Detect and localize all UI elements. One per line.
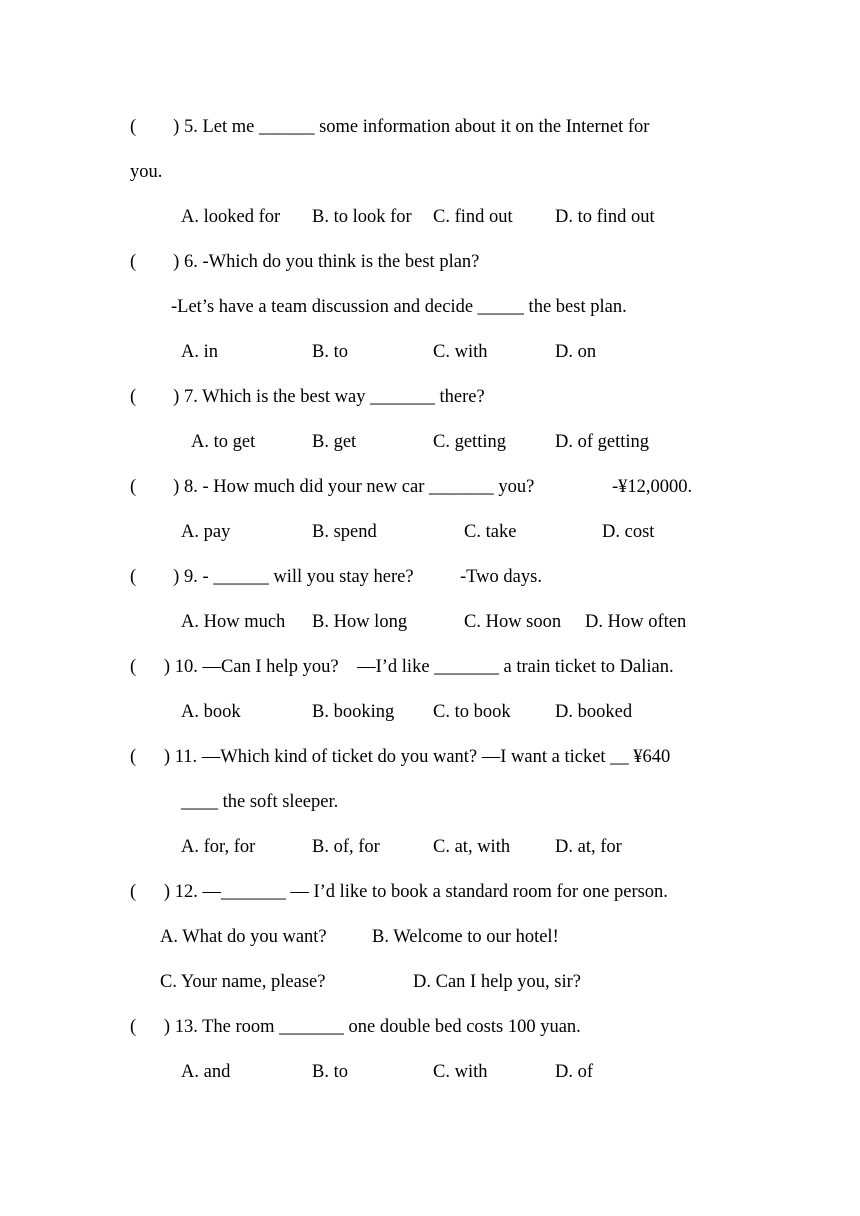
question-11-stem-continued: ____ the soft sleeper. <box>181 792 339 812</box>
question-11-option-b: B. of, for <box>312 837 380 857</box>
question-6-stem: ( ) 6. -Which do you think is the best plan? <box>130 252 480 272</box>
question-9-answer-text: -Two days. <box>460 567 542 587</box>
question-7-option-d: D. of getting <box>555 432 650 452</box>
question-13-option-b: B. to <box>312 1062 348 1082</box>
question-7-stem: ( ) 7. Which is the best way _______ there? <box>130 387 485 407</box>
question-5-stem-continued: you. <box>130 162 163 182</box>
question-12-option-c: C. Your name, please? <box>160 972 326 992</box>
question-13-option-d: D. of <box>555 1062 594 1082</box>
question-6-stem-continued: -Let’s have a team discussion and decide _____ the best plan. <box>171 297 627 317</box>
question-12-option-b: B. Welcome to our hotel! <box>372 927 559 947</box>
question-8-option-a: A. pay <box>181 522 231 542</box>
question-10-option-c: C. to book <box>433 702 511 722</box>
question-6-option-b: B. to <box>312 342 348 362</box>
question-5-option-d: D. to find out <box>555 207 655 227</box>
question-10-option-d: D. booked <box>555 702 633 722</box>
question-7-option-a: A. to get <box>191 432 256 452</box>
question-9-stem: ( ) 9. - ______ will you stay here? <box>130 567 414 587</box>
question-12-option-a: A. What do you want? <box>160 927 327 947</box>
question-9-option-b: B. How long <box>312 612 408 632</box>
question-8-option-c: C. take <box>464 522 517 542</box>
question-12-option-d: D. Can I help you, sir? <box>413 972 582 992</box>
question-12-stem: ( ) 12. —_______ — I’d like to book a standard room for one person. <box>130 882 668 902</box>
question-5-stem: ( ) 5. Let me ______ some information about it on the Internet for <box>130 117 650 137</box>
question-6-option-a: A. in <box>181 342 218 362</box>
question-7-option-b: B. get <box>312 432 357 452</box>
question-6-option-c: C. with <box>433 342 488 362</box>
question-5-option-c: C. find out <box>433 207 513 227</box>
question-13-option-a: A. and <box>181 1062 231 1082</box>
question-8-option-b: B. spend <box>312 522 377 542</box>
question-11-stem: ( ) 11. —Which kind of ticket do you want? —I want a ticket __ ¥640 <box>130 747 671 767</box>
question-10-option-b: B. booking <box>312 702 395 722</box>
question-6-option-d: D. on <box>555 342 597 362</box>
question-11-option-d: D. at, for <box>555 837 622 857</box>
question-7-option-c: C. getting <box>433 432 506 452</box>
question-10-option-a: A. book <box>181 702 241 722</box>
question-8-option-d: D. cost <box>602 522 655 542</box>
question-8-stem: ( ) 8. - How much did your new car _______ you? <box>130 477 535 497</box>
question-5-option-b: B. to look for <box>312 207 412 227</box>
question-8-answer-text: -¥12,0000. <box>612 477 693 497</box>
question-13-option-c: C. with <box>433 1062 488 1082</box>
question-10-stem: ( ) 10. —Can I help you? —I’d like _______ a train ticket to Dalian. <box>130 657 674 677</box>
question-9-option-c: C. How soon <box>464 612 562 632</box>
question-9-option-d: D. How often <box>585 612 687 632</box>
question-11-option-a: A. for, for <box>181 837 256 857</box>
question-13-stem: ( ) 13. The room _______ one double bed costs 100 yuan. <box>130 1017 581 1037</box>
question-9-option-a: A. How much <box>181 612 286 632</box>
question-5-option-a: A. looked for <box>181 207 281 227</box>
question-11-option-c: C. at, with <box>433 837 511 857</box>
